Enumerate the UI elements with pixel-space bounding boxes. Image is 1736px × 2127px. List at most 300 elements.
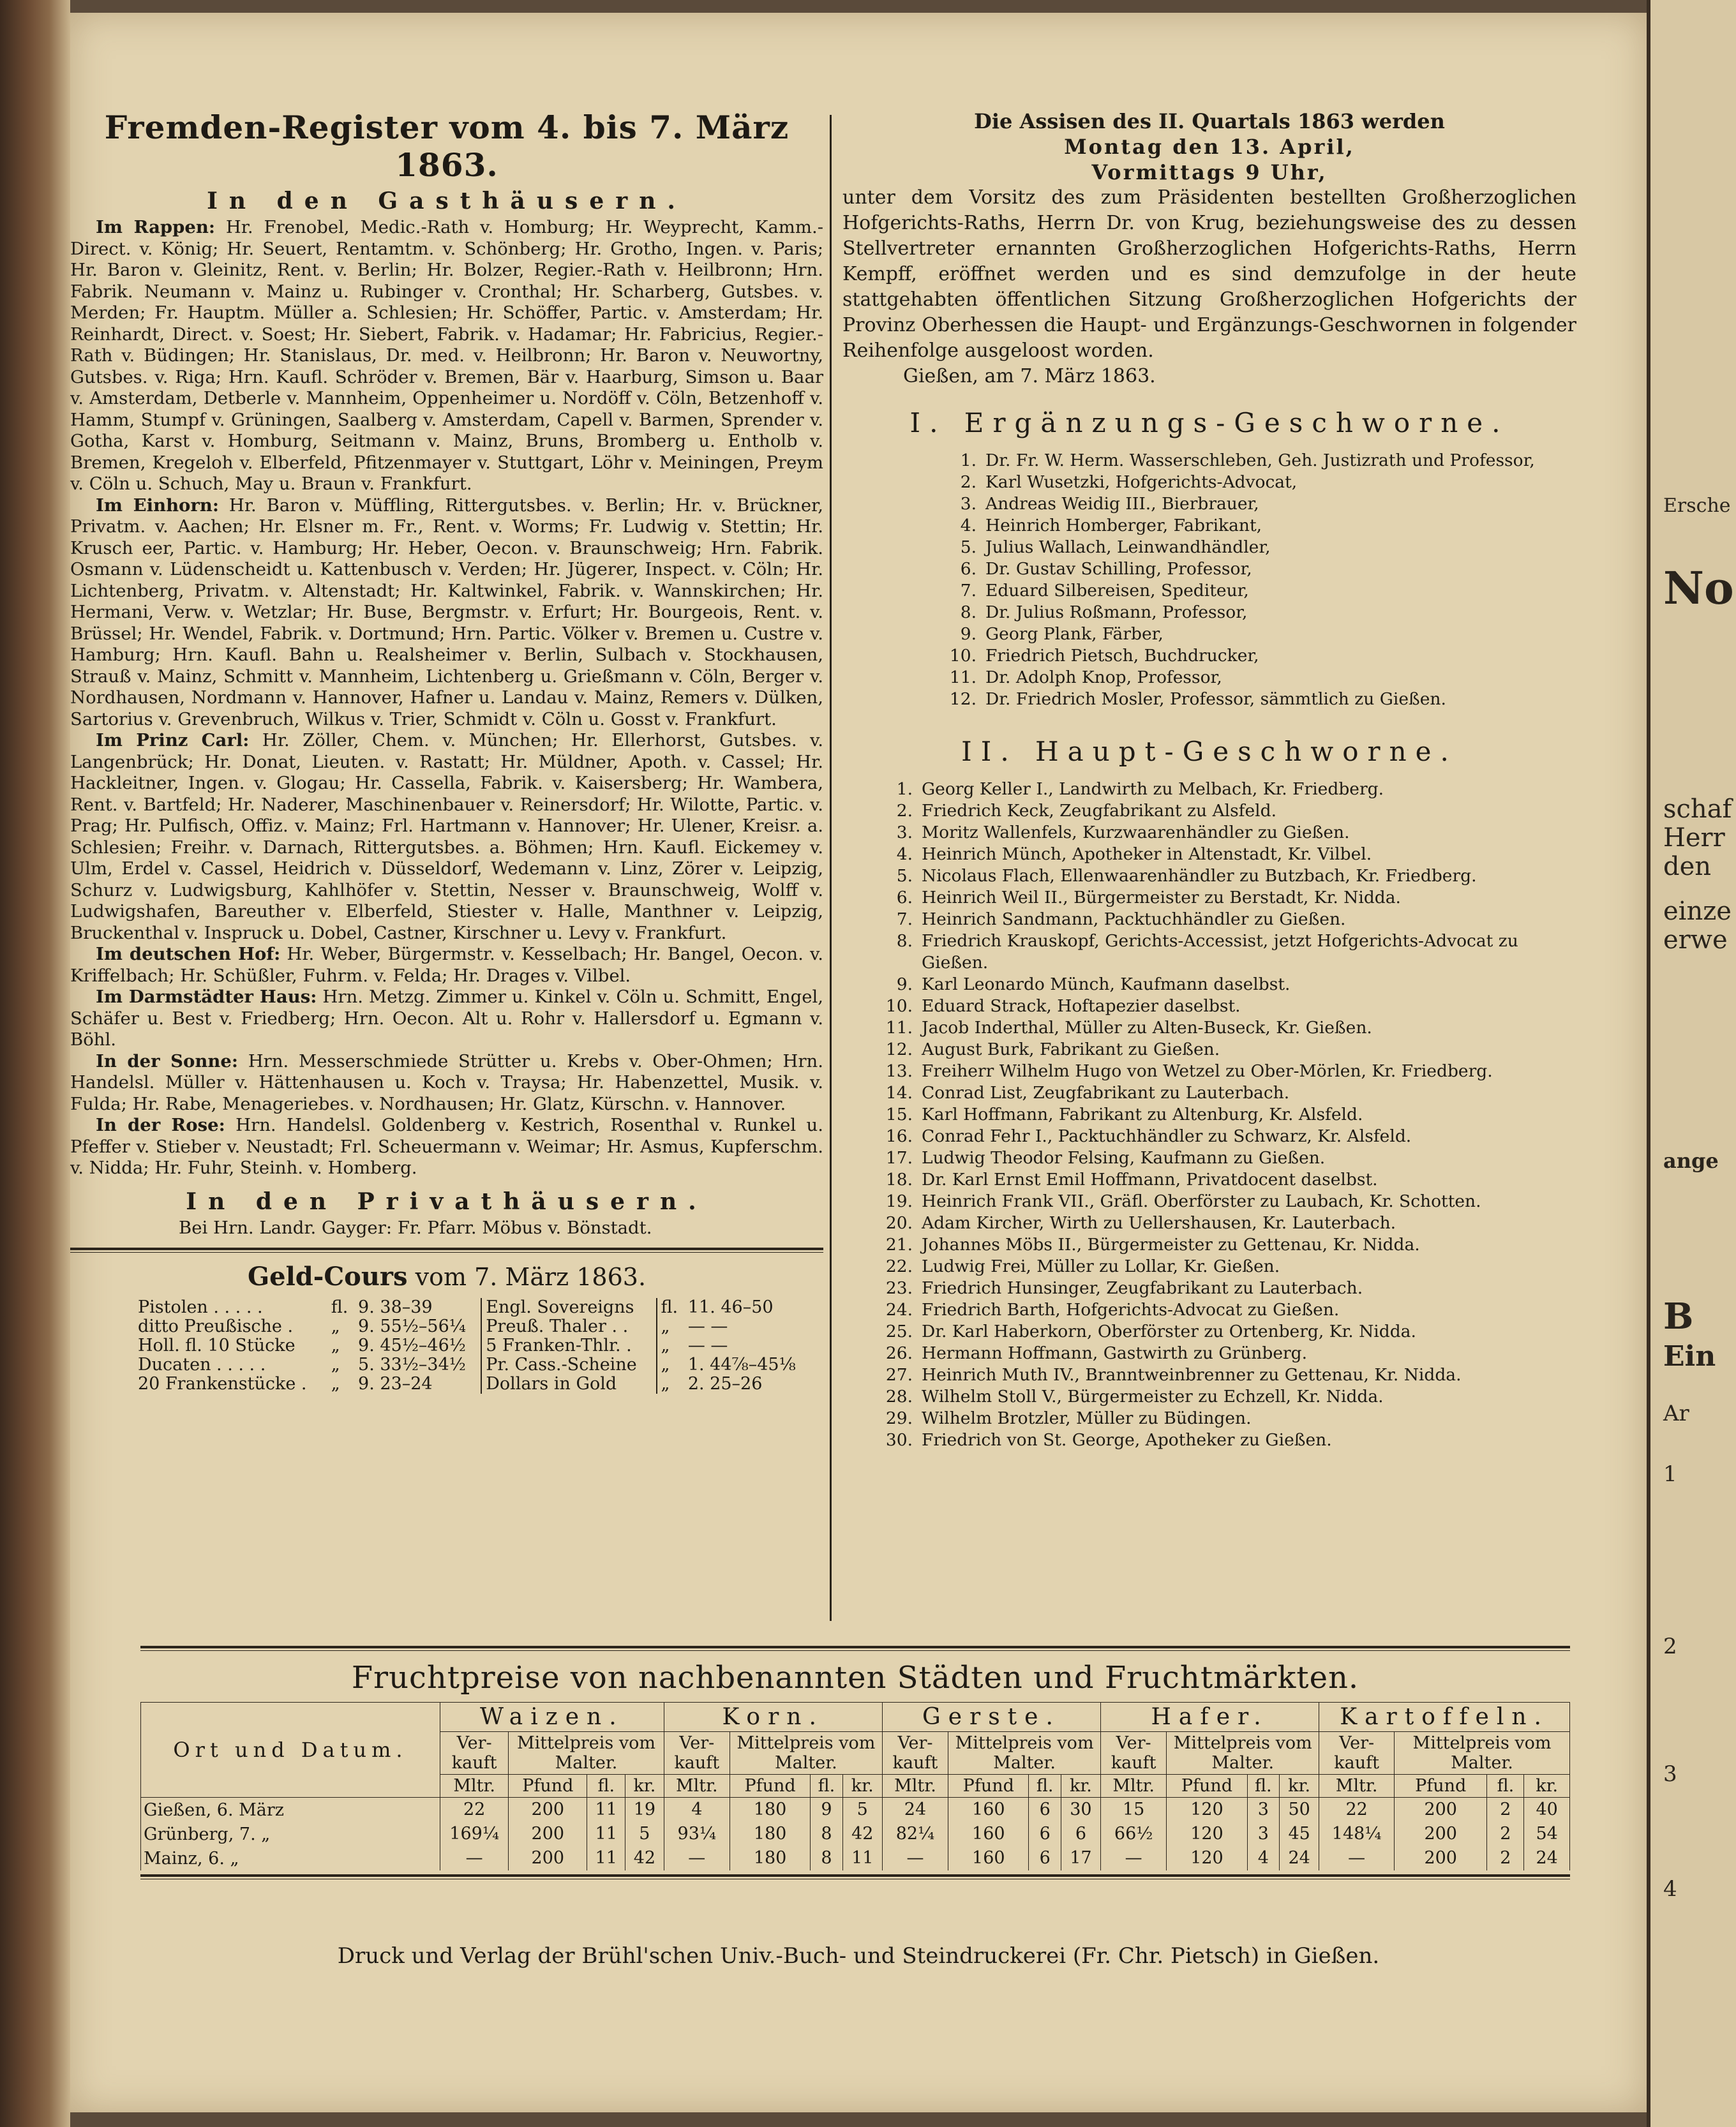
currency-unit: „ [657, 1375, 684, 1394]
verkauft-header: Ver-kauft [664, 1732, 730, 1775]
juror-name: Wilhelm Brotzler, Müller zu Büdingen. [922, 1408, 1252, 1428]
juror-number: 12. [885, 1040, 913, 1059]
right-column [842, 108, 1576, 1451]
currency-value: 5. 33½–34½ [358, 1355, 466, 1375]
currency-unit: „ [331, 1336, 340, 1355]
city-name: Gießen, [144, 1800, 212, 1820]
price-cell: 8 [811, 1822, 842, 1846]
edge-fragment: B [1663, 1295, 1694, 1338]
juror-number: 26. [885, 1343, 913, 1363]
juror-name: Friedrich Krauskopf, Gerichts-Accessist, jetzt Hofgerichts-Advocat zu Gießen. [922, 931, 1518, 973]
juror-name: Friedrich Keck, Zeugfabrikant zu Alsfeld. [922, 801, 1277, 821]
assisen-date: Gießen, am 7. März 1863. [903, 365, 1156, 387]
geld-cours-title-date: vom 7. März 1863. [407, 1263, 647, 1291]
juror-number: 1. [960, 451, 976, 470]
verkauft-header: Ver-kauft [1101, 1732, 1167, 1775]
assisen-line-3: Vormittags 9 Uhr, [1091, 160, 1328, 184]
juror-name: Friedrich Pietsch, Buchdrucker, [985, 646, 1259, 666]
juror-entry [842, 1017, 1576, 1039]
currency-value: — — [687, 1336, 728, 1355]
fruchtpreise-table [140, 1702, 1570, 1870]
juror-number: 4. [960, 516, 976, 535]
juror-number: 24. [885, 1300, 913, 1320]
juror-number: 29. [885, 1408, 913, 1428]
grain-header: Waizen. [440, 1703, 664, 1732]
ort-header: Ort und Datum. [141, 1703, 440, 1798]
city-name: Grünberg, [144, 1824, 234, 1844]
juror-entry [842, 1321, 1576, 1343]
mittelpreis-header: Mittelpreis vom Malter. [948, 1732, 1101, 1775]
juror-entry [842, 974, 1576, 996]
juror-name: Heinrich Muth IV., Branntweinbrenner zu Gettenau, Kr. Nidda. [922, 1365, 1462, 1385]
juror-name: Friedrich von St. George, Apotheker zu Gießen. [922, 1430, 1332, 1450]
juror-entry [842, 1278, 1576, 1299]
price-cell: 200 [509, 1822, 587, 1846]
juror-number: 9. [896, 974, 913, 994]
price-cell: 180 [730, 1846, 810, 1870]
juror-number: 3. [960, 494, 976, 514]
juror-entry [842, 1061, 1576, 1082]
juror-name: Ludwig Theodor Felsing, Kaufmann zu Gießen. [922, 1148, 1326, 1168]
juror-number: 4. [896, 844, 913, 864]
price-cell: 2 [1487, 1822, 1524, 1846]
assisen-announcement [842, 108, 1576, 185]
inn-name: Im deutschen Hof: [96, 944, 281, 964]
next-page-edge [1647, 0, 1736, 2127]
juror-name: Ludwig Frei, Müller zu Lollar, Kr. Gießen. [922, 1257, 1280, 1276]
register-entry [70, 495, 823, 731]
inn-name: Im Prinz Carl: [96, 730, 250, 750]
price-cell: 6 [1029, 1822, 1061, 1846]
juror-entry [906, 580, 1576, 602]
price-cell: 54 [1524, 1822, 1570, 1846]
edge-fragment: 1 [1663, 1461, 1677, 1487]
price-cell: 9 [811, 1798, 842, 1823]
juror-name: Friedrich Barth, Hofgerichts-Advocat zu Gießen. [922, 1300, 1340, 1320]
juror-name: Dr. Karl Haberkorn, Oberförster zu Ortenberg, Kr. Nidda. [922, 1322, 1416, 1341]
currency-value: 9. 45½–46½ [358, 1336, 466, 1355]
currency-unit: fl. [331, 1297, 348, 1317]
juror-number: 10. [949, 646, 976, 666]
geld-cours-title-bold: Geld-Cours [247, 1262, 408, 1292]
grain-header: Gerste. [882, 1703, 1100, 1732]
verkauft-header: Ver-kauft [1319, 1732, 1395, 1775]
price-row [141, 1798, 1570, 1823]
edge-fragment: ange [1663, 1149, 1719, 1173]
fremden-register-body [70, 217, 823, 1179]
imprint: Druck und Verlag der Brühl'schen Univ.-Buch- und Steindruckerei (Fr. Chr. Pietsch) in Gießen. [337, 1943, 1380, 1969]
juror-name: Georg Keller I., Landwirth zu Melbach, Kr. Friedberg. [922, 779, 1384, 799]
price-cell: 24 [1280, 1846, 1319, 1870]
price-cell: 82¼ [882, 1822, 948, 1846]
price-cell: 200 [1395, 1798, 1487, 1823]
juror-entry [906, 645, 1576, 667]
price-cell: 3 [1247, 1822, 1279, 1846]
currency-unit: „ [657, 1336, 684, 1355]
juror-name: Jacob Inderthal, Müller zu Alten-Buseck, Kr. Gießen. [922, 1018, 1372, 1038]
inn-name: In der Sonne: [96, 1050, 238, 1071]
juror-number: 8. [960, 602, 976, 622]
juror-entry [842, 1126, 1576, 1147]
register-entry [70, 1115, 823, 1179]
juror-number: 19. [885, 1191, 913, 1211]
price-cell: — [1319, 1846, 1395, 1870]
price-row [141, 1822, 1570, 1846]
edge-fragment: schaf [1663, 795, 1732, 824]
book-binding [0, 0, 70, 2127]
juror-name: Conrad List, Zeugfabrikant zu Lauterbach. [922, 1083, 1290, 1103]
guest-list: Hrn. Messerschmiede Strütter u. Krebs v. Ober-Ohmen; Hrn. Handelsl. Müller v. Hättenhausen u. Koch v. Traysa; Hr. Habenzettel, Musik. v. Fulda; Hr. Rabe, Menageriebes. v. Nordhausen; Hr. Glatz, Kürschn. v. Hannover. [70, 1050, 823, 1114]
juror-entry [842, 779, 1576, 800]
currency-label: Preuß. Thaler . . [481, 1317, 656, 1336]
currency-label: 20 Frankenstücke . [138, 1374, 307, 1394]
juror-entry [842, 800, 1576, 822]
juror-entry [842, 1234, 1576, 1256]
juror-number: 30. [885, 1430, 913, 1450]
unit-header: Mltr. [882, 1775, 948, 1798]
price-cell: 11 [587, 1798, 625, 1823]
juror-number: 11. [885, 1018, 913, 1038]
price-cell: 160 [948, 1822, 1029, 1846]
assisen-body: unter dem Vorsitz des zum Präsidenten bestellten Großherzoglichen Hofgerichts-Raths, Herrn Dr. von Krug, beziehungsweise des zu dessen Stellvertreter ernannten Großherzoglichen Hofgerichts-Raths, Herrn Kempff, eröffnet werden und es sind demzufolge in der heute stattgehabten öffentlichen Sitzung Großherzoglichen Hofgerichts der Provinz Oberhessen die Haupt- und Ergänzungs-Geschwornen in folgender Reihenfolge ausgeloost worden. [842, 186, 1576, 362]
inn-name: Im Rappen: [96, 217, 216, 237]
price-cell: 160 [948, 1798, 1029, 1823]
guest-list: Hrn. Handelsl. Goldenberg v. Kestrich, Rosenthal v. Runkel u. Pfeffer v. Stieber v. Neustadt; Frl. Scheuermann v. Weimar; Hr. Asmus, Kupferschm. v. Nidda; Hr. Fuhr, Steinh. v. Homberg. [70, 1115, 824, 1178]
price-cell: 22 [1319, 1798, 1395, 1823]
gasthaeuser-heading: In den Gasthäusern. [207, 188, 687, 214]
grain-header: Kartoffeln. [1319, 1703, 1570, 1732]
juror-number: 7. [896, 909, 913, 929]
juror-name: Dr. Friedrich Mosler, Professor, sämmtlich zu Gießen. [985, 689, 1446, 709]
juror-entry [842, 1191, 1576, 1213]
register-entry [70, 944, 823, 987]
juror-entry [906, 602, 1576, 623]
currency-label: ditto Preußische . [138, 1317, 294, 1336]
juror-number: 17. [885, 1148, 913, 1168]
juror-entry [842, 1364, 1576, 1386]
juror-number: 21. [885, 1235, 913, 1255]
fremden-register-title: Fremden-Register vom 4. bis 7. März 1863. [104, 108, 789, 184]
geld-row [134, 1375, 811, 1394]
currency-unit: „ [331, 1317, 340, 1336]
currency-label: Pr. Cass.-Scheine [481, 1355, 656, 1375]
juror-entry [906, 558, 1576, 580]
juror-entry [906, 515, 1576, 537]
juror-number: 20. [885, 1213, 913, 1233]
month: „ [261, 1824, 271, 1844]
assisen-line-1: Die Assisen des II. Quartals 1863 werden [974, 109, 1445, 133]
price-cell: — [664, 1846, 730, 1870]
mittelpreis-header: Mittelpreis vom Malter. [1167, 1732, 1319, 1775]
fruchtpreise-title: Fruchtpreise von nachbenannten Städten und Fruchtmärkten. [351, 1660, 1359, 1696]
juror-entry [842, 1039, 1576, 1061]
geld-row [134, 1298, 811, 1317]
juror-name: Dr. Fr. W. Herm. Wasserschleben, Geh. Justizrath und Professor, [985, 451, 1535, 470]
currency-unit: „ [657, 1317, 684, 1336]
juror-name: Heinrich Homberger, Fabrikant, [985, 516, 1262, 535]
section-rule [140, 1874, 1570, 1879]
currency-value: 9. 55½–56¼ [358, 1317, 466, 1336]
currency-unit: „ [331, 1355, 340, 1375]
juror-entry [906, 472, 1576, 493]
price-cell: 11 [587, 1822, 625, 1846]
price-cell: 180 [730, 1822, 810, 1846]
juror-name: Dr. Julius Roßmann, Professor, [985, 602, 1248, 622]
guest-list: Hr. Weber, Bürgermstr. v. Kesselbach; Hr. Bangel, Oecon. v. Kriffelbach; Hr. Schüßler, Fuhrm. v. Felda; Hr. Drages v. Vilbel. [70, 944, 823, 986]
section-rule [70, 1248, 823, 1253]
unit-header: Pfund [1167, 1775, 1247, 1798]
edge-fragment: den [1663, 852, 1712, 881]
juror-entry [842, 844, 1576, 865]
price-cell: 22 [440, 1798, 509, 1823]
juror-name: Julius Wallach, Leinwandhändler, [985, 537, 1271, 557]
juror-name: Hermann Hoffmann, Gastwirth zu Grünberg. [922, 1343, 1308, 1363]
juror-number: 18. [885, 1170, 913, 1190]
juror-name: Karl Wusetzki, Hofgerichts-Advocat, [985, 472, 1298, 492]
grain-header: Korn. [664, 1703, 882, 1732]
price-cell: 6 [1061, 1822, 1100, 1846]
currency-value: 9. 23–24 [358, 1374, 433, 1394]
edge-fragment: No [1663, 562, 1734, 615]
currency-label: Pistolen . . . . . [138, 1297, 263, 1317]
juror-number: 16. [885, 1126, 913, 1146]
register-entry [70, 217, 823, 495]
price-cell: 4 [664, 1798, 730, 1823]
juror-number: 10. [885, 996, 913, 1016]
juror-number: 14. [885, 1083, 913, 1103]
geld-cours-title [70, 1262, 823, 1292]
haupt-title: II. Haupt-Geschworne. [961, 736, 1458, 767]
month: „ [230, 1848, 239, 1869]
juror-number: 6. [896, 888, 913, 907]
assisen-line-2: Montag den 13. April, [1064, 135, 1355, 159]
guest-list: Hr. Baron v. Müffling, Rittergutsbes. v. Berlin; Hr. v. Brückner, Privatm. v. Aachen; Hr. Elsner m. Fr., Rent. v. Worms; Fr. Ludwig v. Stettin; Hr. Krusch eer, Partic. v. Hamburg; Hr. Heber, Oecon. v. Braunschweig; Hrn. Fabrik. Osmann v. Lüdenscheidt u. Kattenbusch v. Verden; Hr. Jügerer, Inspect. v. Cöln; Hr. Lichtenberg, Privatm. v. Altenstadt; Hr. Kaltwinkel, Fabrik. v. Wannskirchen; Hr. Hermani, Verw. v. Wetzlar; Hr. Buse, Bergmstr. v. Erfurt; Hr. Bourgeois, Rent. v. Brüssel; Hr. Wendel, Fabrik. v. Dortmund; Hrn. Partic. Völker v. Bremen u. Custre v. Hamburg; Hrn. Kaufl. Bahn u. Realsheimer v. Berlin, Sulbach v. Stockhausen, Strauß v. Mainz, Schmitt v. Mannheim, Lichtenberg u. Grießmann v. Cöln, Berger v. Nordhausen, Nordmann v. Hannover, Hafner u. Landau v. Mainz, Remers v. Dülken, Sartorius v. Grevenbruch, Wilkus v. Trier, Schmidt v. Cöln u. Gosst v. Frankfurt. [70, 495, 823, 729]
price-cell: — [440, 1846, 509, 1870]
edge-fragment: Ar [1663, 1401, 1689, 1426]
juror-name: August Burk, Fabrikant zu Gießen. [922, 1040, 1220, 1059]
price-cell: 200 [1395, 1846, 1487, 1870]
edge-fragment: Ersche [1663, 495, 1731, 517]
ort-cell [141, 1846, 440, 1870]
juror-number: 23. [885, 1278, 913, 1298]
juror-number: 11. [949, 668, 976, 687]
juror-name: Karl Hoffmann, Fabrikant zu Altenburg, Kr. Alsfeld. [922, 1105, 1363, 1124]
juror-entry [842, 1408, 1576, 1429]
price-cell: 19 [625, 1798, 664, 1823]
unit-header: Pfund [948, 1775, 1029, 1798]
geld-row [134, 1355, 811, 1375]
currency-label: Dollars in Gold [481, 1375, 656, 1394]
fruchtpreise-section [140, 1637, 1570, 1888]
unit-header: Pfund [509, 1775, 587, 1798]
price-cell: 120 [1167, 1798, 1247, 1823]
day: 7. [239, 1824, 256, 1844]
unit-header: fl. [1487, 1775, 1524, 1798]
juror-number: 5. [896, 866, 913, 886]
juror-entry [842, 1082, 1576, 1104]
juror-entry [842, 1343, 1576, 1364]
column-divider [830, 115, 832, 1621]
haupt-list [842, 779, 1576, 1451]
inn-name: In der Rose: [96, 1115, 225, 1135]
geld-cours-table [134, 1298, 811, 1394]
price-cell: 42 [625, 1846, 664, 1870]
edge-fragment: Herr [1663, 823, 1725, 853]
juror-number: 2. [896, 801, 913, 821]
juror-entry [842, 1104, 1576, 1126]
day: 6. [216, 1800, 234, 1820]
edge-fragment: 4 [1663, 1876, 1677, 1902]
juror-number: 2. [960, 472, 976, 492]
unit-header: kr. [1280, 1775, 1319, 1798]
juror-entry [842, 1299, 1576, 1321]
price-cell: 200 [509, 1798, 587, 1823]
unit-header: Mltr. [440, 1775, 509, 1798]
juror-number: 27. [885, 1365, 913, 1385]
juror-name: Friedrich Hunsinger, Zeugfabrikant zu Lauterbach. [922, 1278, 1363, 1298]
juror-name: Adam Kircher, Wirth zu Uellershausen, Kr. Lauterbach. [922, 1213, 1396, 1233]
juror-name: Nicolaus Flach, Ellenwaarenhändler zu Butzbach, Kr. Friedberg. [922, 866, 1477, 886]
register-entry [70, 1051, 823, 1116]
currency-label: Ducaten . . . . . [138, 1355, 266, 1375]
unit-header: kr. [1524, 1775, 1570, 1798]
juror-entry [906, 689, 1576, 710]
inn-name: Im Einhorn: [96, 495, 220, 516]
price-cell: 6 [1029, 1846, 1061, 1870]
price-cell: 5 [842, 1798, 882, 1823]
price-cell: 40 [1524, 1798, 1570, 1823]
price-cell: 30 [1061, 1798, 1100, 1823]
price-cell: 42 [842, 1822, 882, 1846]
juror-name: Karl Leonardo Münch, Kaufmann daselbst. [922, 974, 1291, 994]
edge-fragment: erwe [1663, 925, 1728, 955]
unit-header: fl. [587, 1775, 625, 1798]
price-cell: 120 [1167, 1846, 1247, 1870]
inn-name: Im Darmstädter Haus: [96, 987, 317, 1007]
unit-header: kr. [842, 1775, 882, 1798]
juror-number: 1. [896, 779, 913, 799]
juror-name: Conrad Fehr I., Packtuchhändler zu Schwarz, Kr. Alsfeld. [922, 1126, 1412, 1146]
day: 6. [208, 1848, 225, 1869]
juror-entry [842, 1386, 1576, 1408]
juror-number: 12. [949, 689, 976, 709]
juror-name: Heinrich Weil II., Bürgermeister zu Berstadt, Kr. Nidda. [922, 888, 1401, 907]
price-cell: 2 [1487, 1798, 1524, 1823]
price-cell: 6 [1029, 1798, 1061, 1823]
grain-header: Hafer. [1101, 1703, 1319, 1732]
juror-entry [906, 623, 1576, 645]
mittelpreis-header: Mittelpreis vom Malter. [509, 1732, 664, 1775]
price-cell: 8 [811, 1846, 842, 1870]
currency-value: 1. 44⅞–45⅛ [687, 1355, 796, 1375]
currency-value: 9. 38–39 [358, 1297, 433, 1317]
geld-row [134, 1336, 811, 1355]
currency-unit: fl. [657, 1298, 684, 1317]
juror-name: Heinrich Sandmann, Packtuchhändler zu Gießen. [922, 909, 1346, 929]
juror-name: Moritz Wallenfels, Kurzwaarenhändler zu Gießen. [922, 823, 1350, 842]
price-cell: 4 [1247, 1846, 1279, 1870]
left-column [70, 108, 823, 1394]
price-cell: 169¼ [440, 1822, 509, 1846]
juror-name: Dr. Gustav Schilling, Professor, [985, 559, 1252, 579]
juror-entry [842, 996, 1576, 1017]
price-cell: 5 [625, 1822, 664, 1846]
mittelpreis-header: Mittelpreis vom Malter. [730, 1732, 882, 1775]
juror-entry [842, 930, 1576, 974]
juror-number: 8. [896, 931, 913, 951]
unit-header: Pfund [730, 1775, 810, 1798]
city-name: Mainz, [144, 1848, 203, 1869]
mittelpreis-header: Mittelpreis vom Malter. [1395, 1732, 1570, 1775]
juror-entry [842, 822, 1576, 844]
price-cell: 200 [509, 1846, 587, 1870]
juror-name: Eduard Silbereisen, Spediteur, [985, 581, 1249, 601]
verkauft-header: Ver-kauft [882, 1732, 948, 1775]
juror-name: Wilhelm Stoll V., Bürgermeister zu Echzell, Kr. Nidda. [922, 1387, 1384, 1407]
price-cell: 200 [1395, 1822, 1487, 1846]
juror-entry [842, 1256, 1576, 1278]
price-cell: 11 [587, 1846, 625, 1870]
guest-list: Hr. Zöller, Chem. v. München; Hr. Ellerhorst, Gutsbes. v. Langenbrück; Hr. Donat, Lieuten. v. Rastatt; Hr. Müldner, Apoth. v. Cassel; Hr. Hackleitner, Ingen. v. Glogau; Hr. Cassella, Fabrik. v. Kaisersberg; Hr. Wambera, Rent. v. Bartfeld; Hr. Naderer, Maschinenbauer v. Reinersdorf; Hr. Wilotte, Partic. v. Prag; Hr. Pulfisch, Offiz. v. Mainz; Frl. Hartmann v. Hannover; Hr. Ulener, Kreisr. a. Schlesien; Freihr. v. Darnach, Rittergutsbes. a. Böhmen; Hrn. Kaufl. Eickemey v. Ulm, Erdel v. Cassel, Heidrich v. Düsseldorf, Wedemann v. Linz, Zörer v. Leipzig, Schurz v. Ludwigsburg, Kahlhöfer v. Stettin, Nesser v. Braunschweig, Wolff v. Ludwigshafen, Bareuther v. Elberfeld, Stiester v. Halle, Manthner v. Leipzig, Bruckenthal v. Inspruck u. Dobel, Castner, Kirschner u. Levy v. Frankfurt. [70, 730, 823, 943]
juror-entry [842, 1213, 1576, 1234]
privat-heading: In den Privathäusern. [186, 1188, 708, 1215]
juror-number: 25. [885, 1322, 913, 1341]
unit-header: fl. [1247, 1775, 1279, 1798]
juror-name: Freiherr Wilhelm Hugo von Wetzel zu Ober-Mörlen, Kr. Friedberg. [922, 1061, 1493, 1081]
price-cell: 3 [1247, 1798, 1279, 1823]
currency-label: Engl. Sovereigns [481, 1298, 656, 1317]
juror-number: 15. [885, 1105, 913, 1124]
unit-header: fl. [1029, 1775, 1061, 1798]
privat-text: Bei Hrn. Landr. Gayger: Fr. Pfarr. Möbus v. Bönstadt. [179, 1217, 652, 1238]
price-cell: — [1101, 1846, 1167, 1870]
unit-header: Mltr. [1319, 1775, 1395, 1798]
juror-entry [906, 667, 1576, 689]
juror-name: Andreas Weidig III., Bierbrauer, [985, 494, 1259, 514]
edge-fragment: Ein [1663, 1340, 1716, 1373]
juror-name: Johannes Möbs II., Bürgermeister zu Gettenau, Kr. Nidda. [922, 1235, 1420, 1255]
month: März [239, 1800, 284, 1820]
juror-entry [842, 1169, 1576, 1191]
price-cell: 11 [842, 1846, 882, 1870]
currency-value: 11. 46–50 [687, 1297, 774, 1317]
geld-row [134, 1317, 811, 1336]
juror-entry [842, 909, 1576, 930]
juror-name: Dr. Adolph Knop, Professor, [985, 668, 1222, 687]
juror-name: Dr. Karl Ernst Emil Hoffmann, Privatdocent daselbst. [922, 1170, 1378, 1190]
juror-name: Georg Plank, Färber, [985, 624, 1164, 644]
ergaenzung-title: I. Ergänzungs-Geschworne. [909, 407, 1509, 438]
juror-entry [906, 450, 1576, 472]
currency-value: — — [687, 1317, 728, 1336]
register-entry [70, 730, 823, 944]
unit-header: kr. [1061, 1775, 1100, 1798]
edge-fragment: einze [1663, 897, 1732, 926]
juror-number: 7. [960, 581, 976, 601]
juror-name: Eduard Strack, Hoftapezier daselbst. [922, 996, 1241, 1016]
register-entry [70, 987, 823, 1051]
juror-entry [842, 1429, 1576, 1451]
unit-header: Mltr. [1101, 1775, 1167, 1798]
price-cell: 66½ [1101, 1822, 1167, 1846]
unit-header: Pfund [1395, 1775, 1487, 1798]
header-row [141, 1703, 1570, 1732]
currency-value: 2. 25–26 [687, 1374, 763, 1394]
price-cell: 50 [1280, 1798, 1319, 1823]
ort-cell [141, 1822, 440, 1846]
guest-list: Hrn. Metzg. Zimmer u. Kinkel v. Cöln u. Schmitt, Engel, Schäfer u. Best v. Friedberg; Hrn. Oecon. Alt u. Rohr v. Hallersdorf u. Egmann v. Böhl. [70, 987, 824, 1050]
juror-entry [906, 537, 1576, 558]
